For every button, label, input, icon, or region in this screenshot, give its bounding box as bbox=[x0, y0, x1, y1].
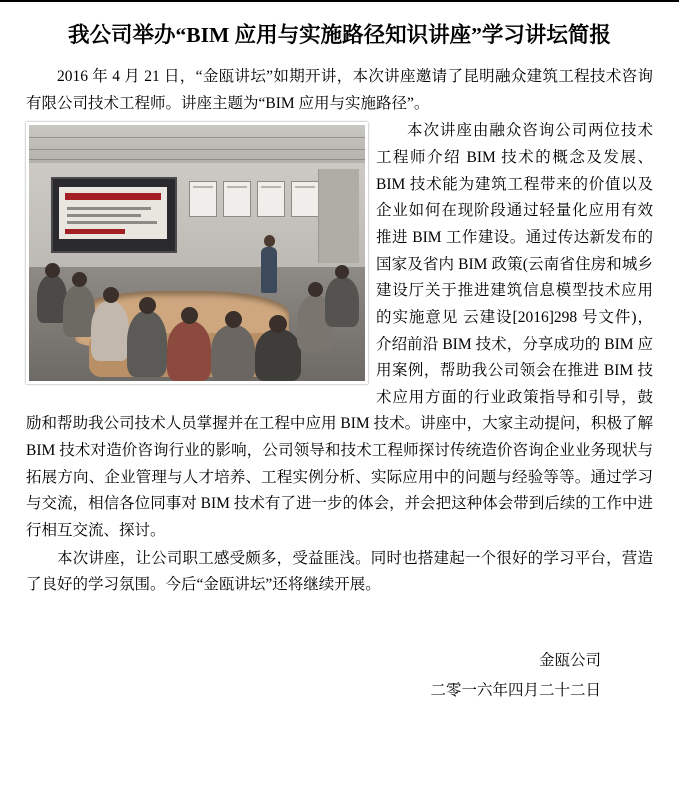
paragraph-2: 本次讲座由融众咨询公司两位技术工程师介绍 BIM 技术的概念及发展、BIM 技术能为建筑工程带来的价值以及企业如何在现阶段通过轻量化应用有效推进 BIM 工作建设。通过传达新发布的国家及省内 BIM 政策(云南省住房和城乡建设厅关于推进建筑信息模型技术应用的实施意见 云建设[2016]298 号文件)，介绍前沿 BIM 技术，分享成功的 BIM 应用案例，帮助我公司领会在推进 BIM 技术应用方面的行业政策指导和引导，鼓励和帮助我公司技术人员掌握并在工程中应用 BIM 技术。讲座中，大家主动提问，积极了解 BIM 技术对造价咨询行业的影响，公司领导和技术工程师探讨传统造价咨询企业业务现状与拓展方向、企业管理与人才培养、工程实例分析、实际应用中的问题与经验等等。通过学习与交流，相信各位同事对 BIM 技术有了进一步的体会，并会把这种体会带到后续的工作中进行相互交流、探讨。 bbox=[26, 122, 653, 540]
page-title: 我公司举办“BIM 应用与实施路径知识讲座”学习讲坛简报 bbox=[68, 23, 611, 47]
photo-projection-screen bbox=[51, 177, 177, 253]
photo-attendee bbox=[255, 329, 301, 381]
photo-attendee bbox=[127, 311, 167, 377]
photo-ceiling bbox=[29, 125, 365, 163]
lecture-photo bbox=[26, 122, 368, 384]
signature-block bbox=[26, 646, 653, 705]
photo-attendee bbox=[167, 321, 211, 381]
signature-company: 金瓯公司 bbox=[538, 652, 601, 670]
signature-date: 二零一六年四月二十二日 bbox=[430, 681, 601, 699]
photo-attendee bbox=[325, 277, 359, 327]
document-body bbox=[26, 64, 653, 600]
photo-attendee bbox=[91, 301, 129, 361]
photo-wall-frame-1 bbox=[189, 181, 217, 217]
lecture-photo-wrapper bbox=[26, 122, 364, 384]
photo-door bbox=[318, 169, 359, 263]
photo-wall-frame-2 bbox=[223, 181, 251, 217]
paragraph-1: 2016 年 4 月 21 日，“金瓯讲坛”如期开讲，本次讲座邀请了昆明融众建筑工程技术咨询有限公司技术工程师。讲座主题为“BIM 应用与实施路径”。 bbox=[26, 67, 653, 112]
photo-wall-frame-3 bbox=[257, 181, 285, 217]
paragraph-3: 本次讲座，让公司职工感受颇多，受益匪浅。同时也搭建起一个很好的学习平台，营造了良好的学习氛围。今后“金瓯讲坛”还将继续开展。 bbox=[26, 549, 653, 594]
photo-slide bbox=[59, 187, 167, 239]
photo-wall-frame-4 bbox=[291, 181, 319, 217]
photo-speaker-body bbox=[261, 247, 277, 293]
photo-attendee bbox=[211, 325, 255, 381]
